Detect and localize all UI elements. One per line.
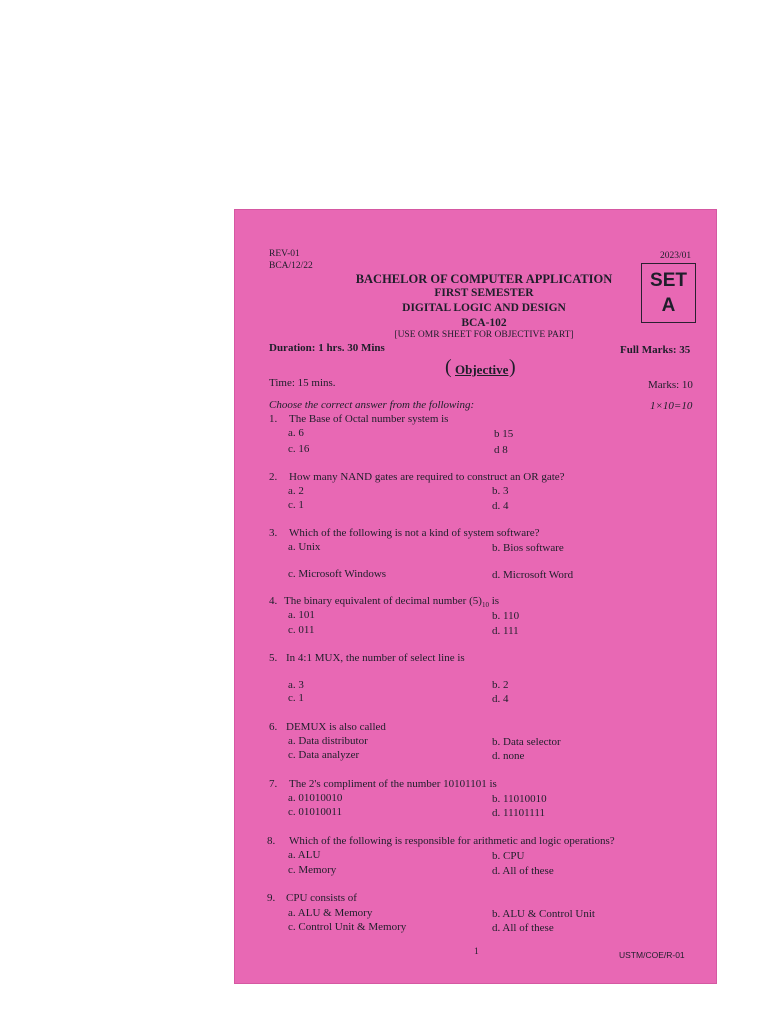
- option-c: c. Microsoft Windows: [288, 568, 387, 580]
- set-label: SET: [650, 270, 687, 291]
- question-text-subscript: 10: [481, 601, 489, 610]
- question-text: Which of the following is not a kind of system software?: [289, 527, 540, 539]
- question-text: In 4:1 MUX, the number of select line is: [286, 652, 465, 664]
- option-b: b. 3: [492, 485, 509, 497]
- question-text: CPU consists of: [286, 892, 357, 904]
- option-c: c. 1: [288, 692, 304, 704]
- option-d: d. Microsoft Word: [492, 569, 574, 581]
- question-paper: [234, 209, 717, 984]
- option-d: d. 11101111: [492, 807, 545, 819]
- footer-code: USTM/COE/R-01: [619, 950, 685, 960]
- question-text: How many NAND gates are required to construct an OR gate?: [289, 471, 565, 483]
- option-d: d. 4: [492, 693, 509, 705]
- option-a: a. 6: [288, 427, 304, 439]
- bracket-right-icon: ): [509, 356, 516, 378]
- option-a: a. 3: [288, 679, 304, 691]
- option-b: b. CPU: [492, 850, 525, 862]
- question-number: 2.: [269, 471, 278, 483]
- question-number: 1.: [269, 413, 278, 425]
- bracket-left-icon: (: [445, 356, 452, 378]
- option-b: b. 2: [492, 679, 509, 691]
- subject-title: DIGITAL LOGIC AND DESIGN: [402, 302, 566, 314]
- option-c: c. 16: [288, 443, 310, 455]
- question-text: [284, 595, 499, 609]
- set-badge: [641, 263, 696, 323]
- option-b: b. 110: [492, 610, 520, 622]
- page-number: 1: [474, 947, 479, 957]
- option-b: b. Data selector: [492, 736, 561, 748]
- year-code: 2023/01: [660, 251, 692, 261]
- full-marks: Full Marks: 35: [620, 344, 691, 356]
- course-code: BCA-102: [461, 317, 507, 329]
- semester: FIRST SEMESTER: [434, 287, 534, 299]
- question-number: 3.: [269, 527, 278, 539]
- question-number: 5.: [269, 652, 278, 664]
- option-a: a. ALU & Memory: [288, 907, 373, 919]
- option-a: a. 01010010: [288, 792, 343, 804]
- question-number: 6.: [269, 721, 278, 733]
- section-marks: Marks: 10: [648, 379, 693, 391]
- option-d: d 8: [494, 444, 508, 456]
- option-d: d. 111: [492, 625, 519, 637]
- rev-code: REV-01: [269, 249, 300, 259]
- question-number: 8.: [267, 835, 276, 847]
- option-c: c. Data analyzer: [288, 749, 360, 761]
- question-text-main: The binary equivalent of decimal number (5): [284, 595, 482, 607]
- question-text: The Base of Octal number system is: [289, 413, 449, 425]
- option-b: b. ALU & Control Unit: [492, 908, 595, 920]
- marks-scheme: 1×10=10: [650, 400, 693, 412]
- paper-code: BCA/12/22: [269, 261, 313, 271]
- option-c: c. 011: [288, 624, 315, 636]
- question-text-end: is: [488, 595, 500, 607]
- question-number: 7.: [269, 778, 278, 790]
- question-number: 4.: [269, 595, 278, 607]
- option-d: d. All of these: [492, 865, 554, 877]
- instruction: Choose the correct answer from the following:: [269, 399, 475, 411]
- omr-note: [USE OMR SHEET FOR OBJECTIVE PART]: [394, 330, 574, 340]
- option-d: d. All of these: [492, 922, 554, 934]
- option-a: a. 2: [288, 485, 304, 497]
- option-b: b. 11010010: [492, 793, 547, 805]
- option-a: a. 101: [288, 609, 315, 621]
- question-number: 9.: [267, 892, 276, 904]
- option-c: c. 01010011: [288, 806, 342, 818]
- option-c: c. 1: [288, 499, 304, 511]
- option-b: b 15: [494, 428, 514, 440]
- section-time: Time: 15 mins.: [269, 377, 336, 389]
- option-b: b. Bios software: [492, 542, 564, 554]
- option-a: a. Unix: [288, 541, 321, 553]
- option-c: c. Memory: [288, 864, 337, 876]
- question-text: The 2's compliment of the number 10101101 is: [289, 778, 497, 790]
- option-c: c. Control Unit & Memory: [288, 921, 407, 933]
- option-d: d. none: [492, 750, 525, 762]
- set-value: A: [661, 295, 676, 316]
- duration: Duration: 1 hrs. 30 Mins: [269, 342, 385, 354]
- section-title: Objective: [455, 362, 509, 377]
- question-text: Which of the following is responsible for arithmetic and logic operations?: [289, 835, 615, 847]
- option-a: a. Data distributor: [288, 735, 368, 747]
- program-title: BACHELOR OF COMPUTER APPLICATION: [355, 272, 613, 286]
- option-d: d. 4: [492, 500, 509, 512]
- question-text: DEMUX is also called: [286, 721, 386, 733]
- option-a: a. ALU: [288, 849, 321, 861]
